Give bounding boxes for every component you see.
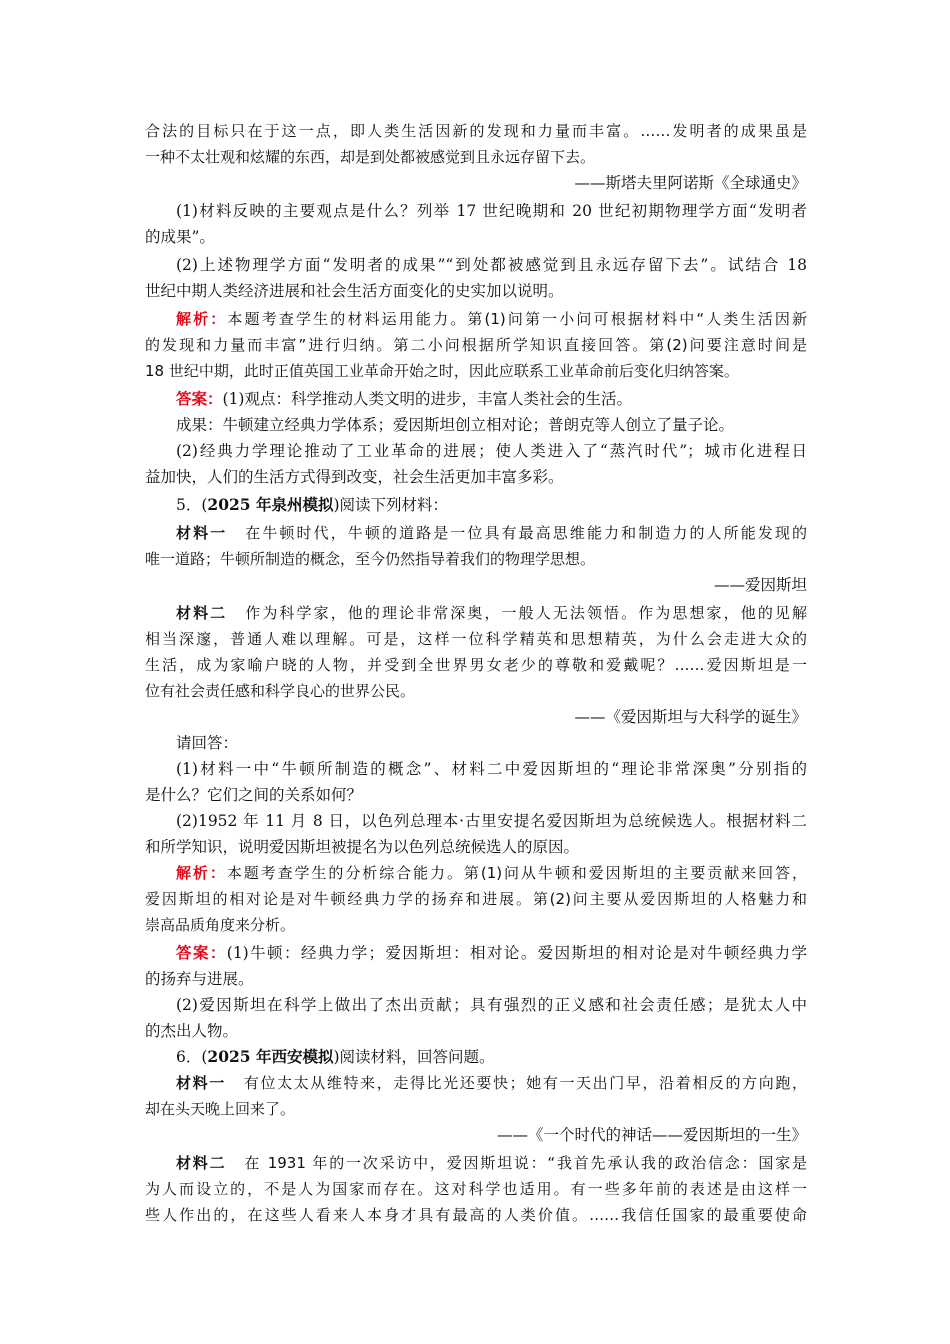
- analysis-line: 解析：本题考查学生的材料运用能力。第(1)问第一小问可根据材料中“人类生活因新: [176, 310, 807, 328]
- source-citation: ——爱因斯坦: [713, 576, 807, 594]
- text-line: 位有社会责任感和科学良心的世界公民。: [145, 682, 416, 700]
- question-2: (2)1952 年 11 月 8 日，以色列总理本·古里安提名爱因斯坦为总统候选人。根据材料二: [176, 812, 807, 830]
- text-line: 18 世纪中期，此时正值英国工业革命开始之时，因此应联系工业革命前后变化归纳答案。: [145, 362, 739, 380]
- answer-label: 答案：: [176, 943, 227, 962]
- text-line: 相当深邃，普通人难以理解。可是，这样一位科学精英和思想精英，为什么会走进大众的: [145, 630, 807, 648]
- answer-line: 答案：(1)观点：科学推动人类文明的进步，丰富人类社会的生活。: [176, 389, 632, 408]
- text-line: 的杰出人物。: [145, 1022, 239, 1040]
- text-line: 成果：牛顿建立经典力学体系；爱因斯坦创立相对论；普朗克等人创立了量子论。: [176, 416, 735, 434]
- text-line: 崇高品质角度来分析。: [145, 916, 296, 934]
- source-citation: ——《爱因斯坦与大科学的诞生》: [574, 708, 807, 726]
- answer-line: 答案：(1)牛顿：经典力学；爱因斯坦：相对论。爱因斯坦的相对论是对牛顿经典力学: [176, 943, 807, 962]
- text-line: 是什么？它们之间的关系如何？: [145, 786, 363, 804]
- material-label: 材料一: [176, 1074, 226, 1092]
- text-line: 为人而设立的，不是人为国家而存在。这对科学也适用。有一些多年前的表述是由这样一: [145, 1180, 807, 1198]
- text-line: 合法的目标只在于这一点，即人类生活因新的发现和力量而丰富。……发明者的成果虽是: [145, 122, 807, 140]
- text-line: 一种不太壮观和炫耀的东西，却是到处都被感觉到且永远存留下去。: [145, 148, 596, 166]
- text-line: 世纪中期人类经济进展和社会生活方面变化的史实加以说明。: [145, 282, 564, 300]
- material-2: 材料二 作为科学家，他的理论非常深奥，一般人无法领悟。作为思想家，他的见解: [176, 604, 807, 622]
- source-citation: ——斯塔夫里阿诺斯《全球通史》: [574, 174, 807, 192]
- answer-label: 答案：: [176, 389, 223, 408]
- text-line: 的成果”。: [145, 228, 215, 246]
- analysis-label: 解析：: [176, 864, 227, 882]
- material-label: 材料一: [176, 524, 228, 542]
- material-label: 材料二: [176, 604, 228, 622]
- text-line: (2)经典力学理论推动了工业革命的进展；使人类进入了“蒸汽时代”；城市化进程日: [176, 442, 807, 460]
- text-line: (2)爱因斯坦在科学上做出了杰出贡献；具有强烈的正义感和社会责任感；是犹太人中: [176, 996, 807, 1014]
- material-1: 材料一 在牛顿时代，牛顿的道路是一位具有最高思维能力和制造力的人所能发现的: [176, 524, 807, 542]
- text-line: 爱因斯坦的相对论是对牛顿经典力学的扬弃和进展。第(2)问主要从爱因斯坦的人格魅力和: [145, 890, 807, 908]
- material-1: 材料一 有位太太从维特来，走得比光还要快；她有一天出门早，沿着相反的方向跑，: [176, 1074, 807, 1092]
- text-line: 些人作出的，在这些人看来人本身才具有最高的人类价值。……我信任国家的最重要使命: [145, 1206, 807, 1224]
- analysis-label: 解析：: [176, 310, 228, 328]
- text-line: 和所学知识，说明爱因斯坦被提名为以色列总统候选人的原因。: [145, 838, 580, 856]
- text-line: 益加快，人们的生活方式得到改变，社会生活更加丰富多彩。: [145, 468, 564, 486]
- question-1: (1)材料反映的主要观点是什么？列举 17 世纪晚期和 20 世纪初期物理学方面“发明者: [176, 202, 807, 220]
- question-1: (1)材料一中“牛顿所制造的概念”、材料二中爱因斯坦的“理论非常深奥”分别指的: [176, 760, 807, 778]
- text-line: 唯一道路；牛顿所制造的概念，至今仍然指导着我们的物理学思想。: [145, 550, 596, 568]
- text-line: 生活，成为家喻户晓的人物，并受到全世界男女老少的尊敬和爱戴呢？……爱因斯坦是一: [145, 656, 807, 674]
- text-line: 却在头天晚上回来了。: [145, 1100, 296, 1118]
- material-2: 材料二 在 1931 年的一次采访中，爱因斯坦说：“我首先承认我的政治信念：国家是: [176, 1154, 807, 1172]
- question-2: (2)上述物理学方面“发明者的成果”“到处都被感觉到且永远存留下去”。试结合 18: [176, 256, 807, 274]
- question-5-heading: 5．(2025 年泉州模拟)阅读下列材料：: [176, 495, 449, 514]
- source-citation: ——《一个时代的神话——爱因斯坦的一生》: [496, 1126, 807, 1144]
- text-line: 的发现和力量而丰富”进行归纳。第二小问根据所学知识直接回答。第(2)问要注意时间是: [145, 336, 807, 354]
- analysis-line: 解析：本题考查学生的分析综合能力。第(1)问从牛顿和爱因斯坦的主要贡献来回答，: [176, 864, 807, 882]
- material-label: 材料二: [176, 1154, 227, 1172]
- text-line: 请回答：: [176, 734, 239, 752]
- question-6-heading: 6．(2025 年西安模拟)阅读材料，回答问题。: [176, 1047, 495, 1066]
- text-line: 的扬弃与进展。: [145, 970, 254, 988]
